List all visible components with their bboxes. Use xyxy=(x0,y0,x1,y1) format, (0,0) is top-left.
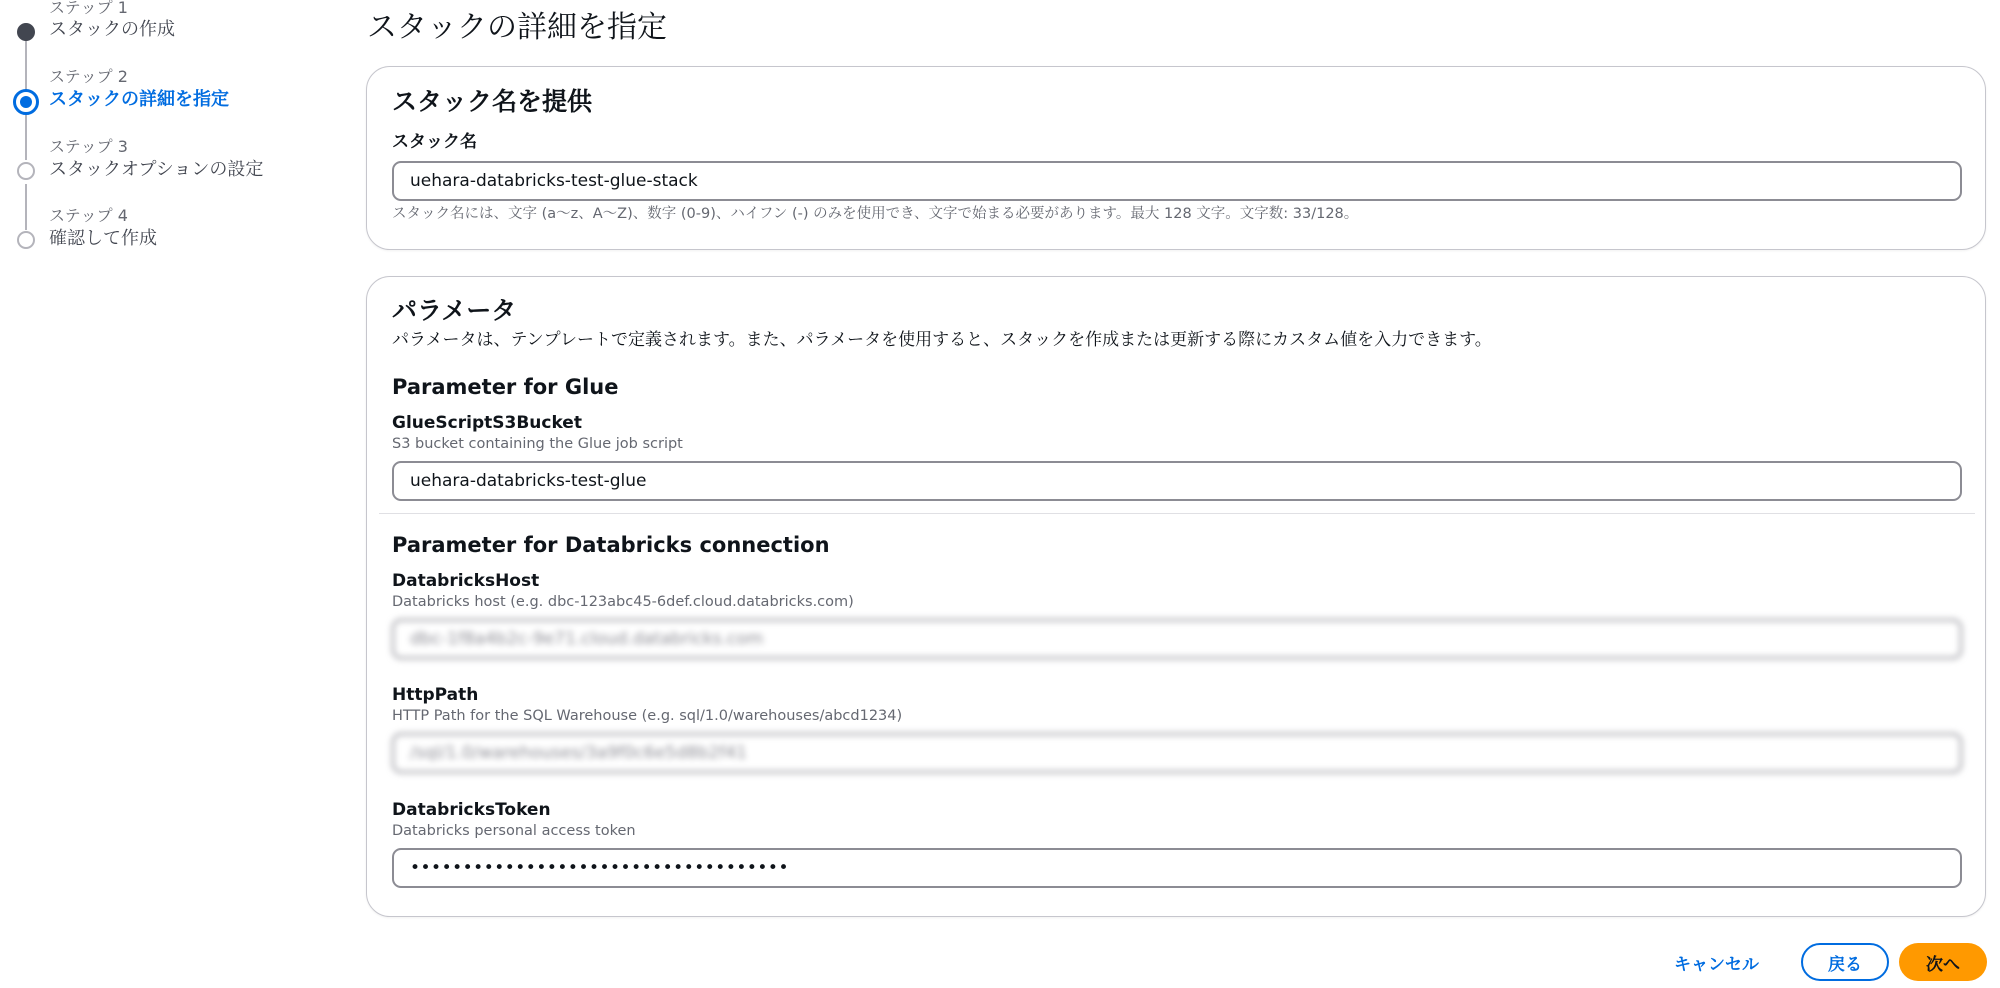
parameters-description: パラメータは、テンプレートで定義されます。また、パラメータを使用すると、スタックを作成または更新する際にカスタム値を入力できます。 xyxy=(392,330,1492,350)
step-4-label: 確認して作成 xyxy=(49,228,157,249)
glue-bucket-label: GlueScriptS3Bucket xyxy=(392,413,582,433)
databricks-host-hint: Databricks host (e.g. dbc-123abc45-6def.cloud.databricks.com) xyxy=(392,594,854,610)
http-path-input[interactable] xyxy=(392,733,1962,773)
databricks-section-title: Parameter for Databricks connection xyxy=(392,533,830,557)
stack-name-panel-title: スタック名を提供 xyxy=(392,87,593,116)
step-connector xyxy=(25,115,27,160)
databricks-token-hint: Databricks personal access token xyxy=(392,823,636,839)
step-4-number: ステップ 4 xyxy=(49,206,128,225)
databricks-host-label: DatabricksHost xyxy=(392,571,540,591)
step-1-label[interactable]: スタックの作成 xyxy=(49,19,175,40)
step-3-number: ステップ 3 xyxy=(49,137,128,156)
step-2-current-icon xyxy=(13,89,39,115)
http-path-label: HttpPath xyxy=(392,685,479,705)
parameters-panel-title: パラメータ xyxy=(392,296,517,325)
stack-name-panel xyxy=(366,66,1986,250)
step-2-number: ステップ 2 xyxy=(49,67,128,86)
step-4-pending-icon xyxy=(17,231,35,249)
step-1-number: ステップ 1 xyxy=(49,0,128,17)
next-button[interactable]: 次へ xyxy=(1899,943,1987,981)
back-button[interactable]: 戻る xyxy=(1801,943,1889,981)
step-connector xyxy=(25,184,27,230)
cancel-button[interactable]: キャンセル xyxy=(1662,944,1771,980)
section-divider xyxy=(379,513,1975,514)
databricks-token-input[interactable] xyxy=(392,848,1962,888)
stack-name-input[interactable] xyxy=(392,161,1962,201)
stack-name-label: スタック名 xyxy=(392,132,477,152)
glue-bucket-hint: S3 bucket containing the Glue job script xyxy=(392,436,683,452)
wizard-steps xyxy=(0,0,330,260)
step-3-label: スタックオプションの設定 xyxy=(49,159,264,180)
step-connector xyxy=(25,38,27,90)
databricks-token-label: DatabricksToken xyxy=(392,800,551,820)
databricks-host-input[interactable] xyxy=(392,619,1962,659)
step-2-label: スタックの詳細を指定 xyxy=(49,89,229,110)
parameters-panel xyxy=(366,276,1986,917)
glue-section-title: Parameter for Glue xyxy=(392,375,619,399)
page-title: スタックの詳細を指定 xyxy=(367,10,667,45)
step-1-done-icon xyxy=(17,23,35,41)
stack-name-constraint: スタック名には、文字 (a〜z、A〜Z)、数字 (0-9)、ハイフン (-) のみを使用でき、文字で始まる必要があります。最大 128 文字。文字数: 33/128。 xyxy=(392,206,1359,222)
glue-bucket-input[interactable] xyxy=(392,461,1962,501)
http-path-hint: HTTP Path for the SQL Warehouse (e.g. sql/1.0/warehouses/abcd1234) xyxy=(392,708,903,724)
step-3-pending-icon xyxy=(17,162,35,180)
